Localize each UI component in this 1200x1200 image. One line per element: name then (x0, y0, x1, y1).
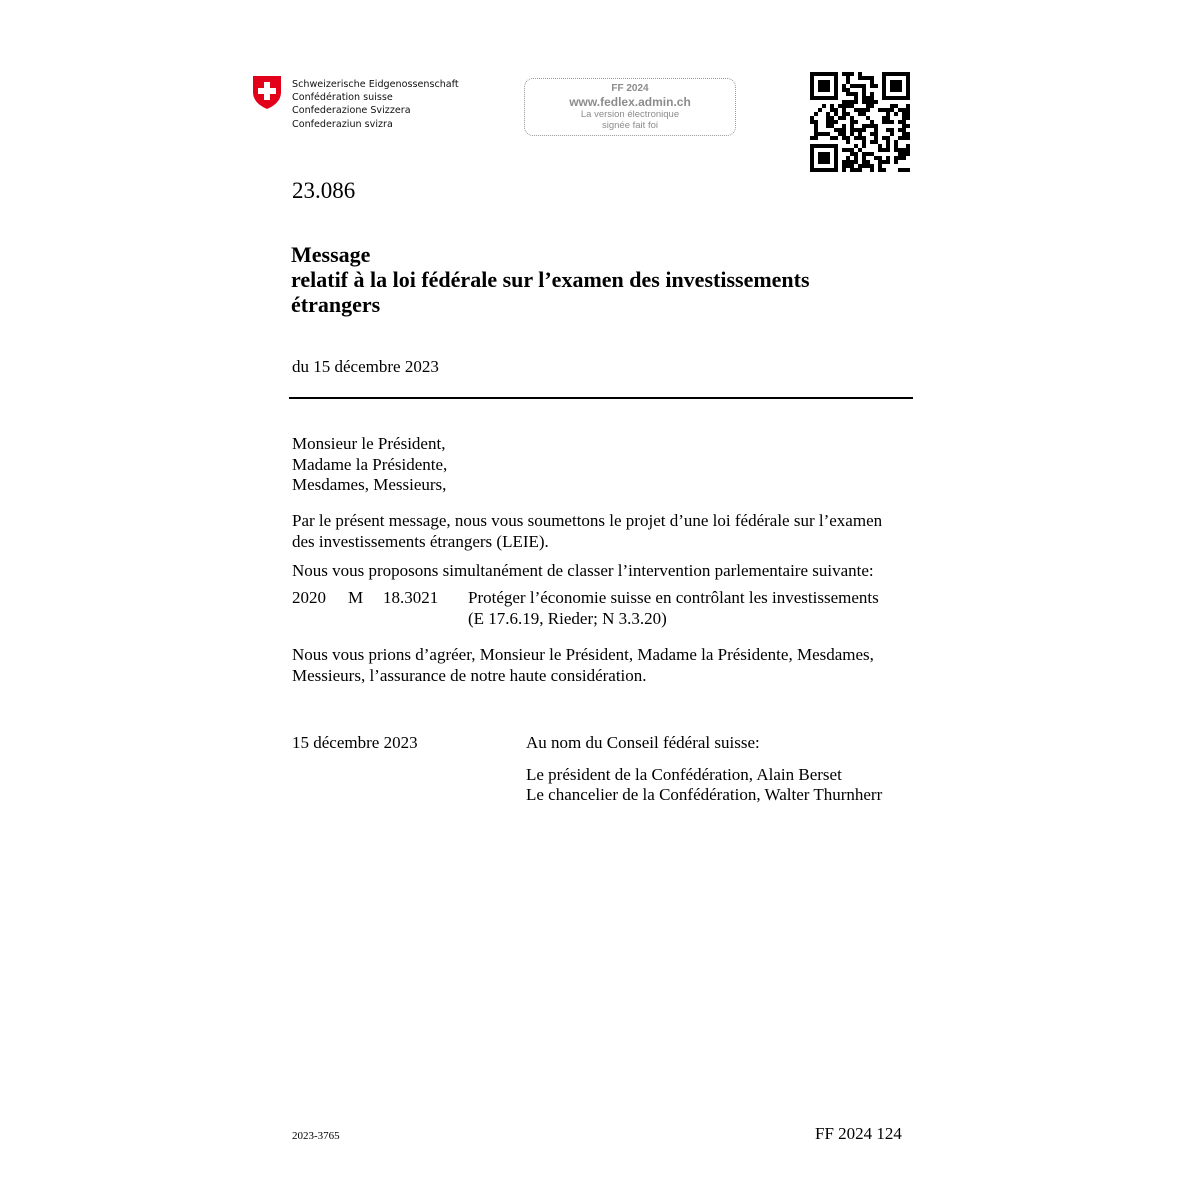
footer-reference: 2023-3765 (292, 1130, 340, 1142)
on-behalf-line: Au nom du Conseil fédéral suisse: (526, 733, 760, 752)
stamp-line-1: FF 2024 (611, 83, 649, 94)
page-title (291, 242, 810, 317)
salutation-line: Madame la Présidente, (292, 454, 448, 474)
message-date: du 15 décembre 2023 (292, 357, 439, 376)
salutation (292, 434, 447, 496)
intervention-title (468, 588, 879, 629)
title-line: étrangers (291, 292, 381, 317)
stamp-line-4: signée fait foi (602, 120, 658, 131)
paragraph-classification: Nous vous proposons simultanément de classer l’intervention parlementaire suivante: (292, 561, 874, 580)
intervention-type: M (348, 588, 364, 607)
paragraph-line: Messieurs, l’assurance de notre haute considération. (292, 665, 647, 685)
president-line: Le président de la Confédération, Alain Berset (526, 764, 842, 784)
paragraph-line: Par le présent message, nous vous soumettons le projet d’une loi fédérale sur l’examen (292, 511, 883, 530)
intervention-line: Protéger l’économie suisse en contrôlant les investissements (468, 588, 879, 607)
footer-page-reference: FF 2024 124 (815, 1124, 902, 1143)
title-line: Message (291, 242, 371, 267)
stamp-line-3: La version électronique (580, 109, 680, 120)
intervention-number: 18.3021 (383, 588, 439, 607)
title-line: relatif à la loi fédérale sur l’examen des investissements (291, 267, 810, 292)
stamp-url: www.fedlex.admin.ch (569, 95, 691, 109)
document-number: 23.086 (292, 178, 356, 203)
authority-line: Schweizerische Eidgenossenschaft (292, 79, 459, 90)
divider (289, 397, 913, 399)
federal-authority-names (292, 78, 459, 131)
authority-line: Confederaziun svizra (292, 118, 393, 130)
signature-block (526, 733, 882, 806)
qr-code-icon (810, 72, 910, 172)
paragraph-closing (292, 645, 874, 686)
chancellor-line: Le chancelier de la Confédération, Walter Thurnherr (526, 785, 883, 804)
authority-line: Confédération suisse (292, 92, 393, 104)
paragraph-line: Nous vous prions d’agréer, Monsieur le Président, Madame la Présidente, Mesdames, (292, 645, 874, 664)
intervention-line: (E 17.6.19, Rieder; N 3.3.20) (468, 608, 667, 628)
electronic-signature-stamp (524, 78, 736, 136)
paragraph-submission (292, 511, 882, 552)
swiss-coat-of-arms-icon (252, 75, 282, 110)
salutation-line: Mesdames, Messieurs, (292, 475, 447, 494)
authority-line: Confederazione Svizzera (292, 105, 411, 117)
intervention-year: 2020 (292, 588, 326, 607)
paragraph-line: des investissements étrangers (LEIE). (292, 531, 549, 551)
signature-date: 15 décembre 2023 (292, 733, 418, 752)
salutation-line: Monsieur le Président, (292, 434, 446, 453)
